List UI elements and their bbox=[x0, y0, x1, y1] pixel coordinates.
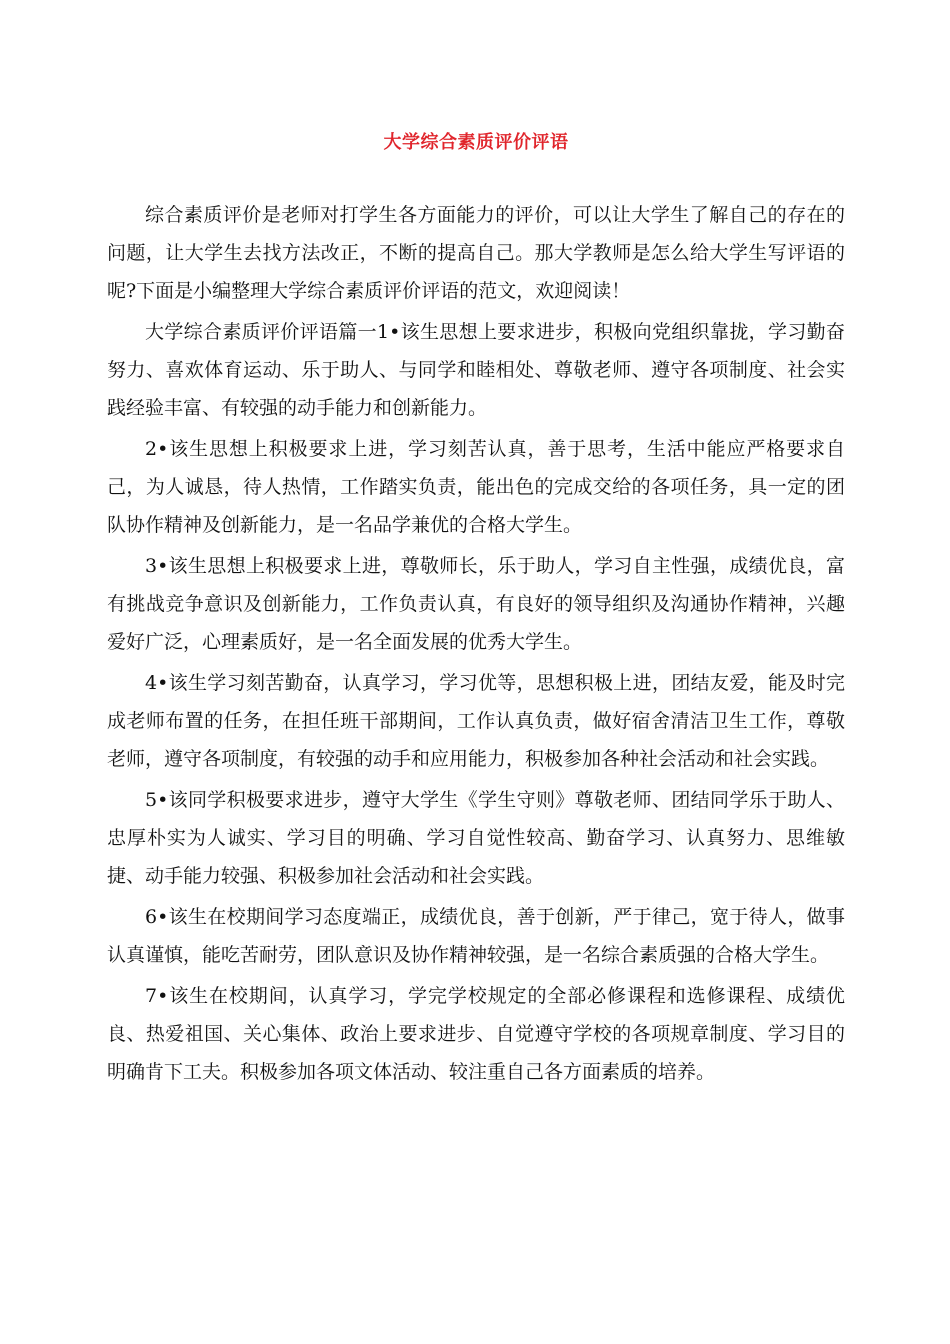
paragraph-comment-5: 5•该同学积极要求进步，遵守大学生《学生守则》尊敬老师、团结同学乐于助人、忠厚朴实为人诚实、学习目的明确、学习自觉性较高、勤奋学习、认真努力、思维敏捷、动手能力较强、积极参加社会活动和社会实践。 bbox=[107, 789, 845, 887]
paragraph-comment-2: 2•该生思想上积极要求上进，学习刻苦认真，善于思考，生活中能应严格要求自己，为人诚恳，待人热情，工作踏实负责，能出色的完成交给的各项任务，具一定的团队协作精神及创新能力，是一名品学兼优的合格大学生。 bbox=[107, 438, 845, 536]
paragraph-comment-6: 6•该生在校期间学习态度端正，成绩优良，善于创新，严于律己，宽于待人，做事认真谨慎，能吃苦耐劳，团队意识及协作精神较强，是一名综合素质强的合格大学生。 bbox=[107, 906, 845, 966]
paragraph-comment-1: 大学综合素质评价评语篇一1•该生思想上要求进步，积极向党组织靠拢，学习勤奋努力、喜欢体育运动、乐于助人、与同学和睦相处、尊敬老师、遵守各项制度、社会实践经验丰富、有较强的动手能力和创新能力。 bbox=[107, 321, 845, 419]
paragraph-comment-7: 7•该生在校期间，认真学习，学完学校规定的全部必修课程和选修课程、成绩优良、热爱祖国、关心集体、政治上要求进步、自觉遵守学校的各项规章制度、学习目的明确肯下工夫。积极参加各项文体活动、较注重自己各方面素质的培养。 bbox=[107, 985, 845, 1083]
paragraph-comment-4: 4•该生学习刻苦勤奋，认真学习，学习优等，思想积极上进，团结友爱，能及时完成老师布置的任务，在担任班干部期间，工作认真负责，做好宿舍清洁卫生工作，尊敬老师，遵守各项制度，有较强的动手和应用能力，积极参加各种社会活动和社会实践。 bbox=[107, 672, 845, 770]
document-title: 大学综合素质评价评语 bbox=[383, 132, 569, 153]
paragraph-comment-3: 3•该生思想上积极要求上进，尊敬师长，乐于助人，学习自主性强，成绩优良，富有挑战竞争意识及创新能力，工作负责认真，有良好的领导组织及沟通协作精神，兴趣爱好广泛，心理素质好，是一名全面发展的优秀大学生。 bbox=[107, 555, 845, 653]
paragraph-intro: 综合素质评价是老师对打学生各方面能力的评价，可以让大学生了解自己的存在的问题，让大学生去找方法改正，不断的提高自己。那大学教师是怎么给大学生写评语的呢?下面是小编整理大学综合素质评价评语的范文，欢迎阅读！ bbox=[107, 204, 845, 302]
